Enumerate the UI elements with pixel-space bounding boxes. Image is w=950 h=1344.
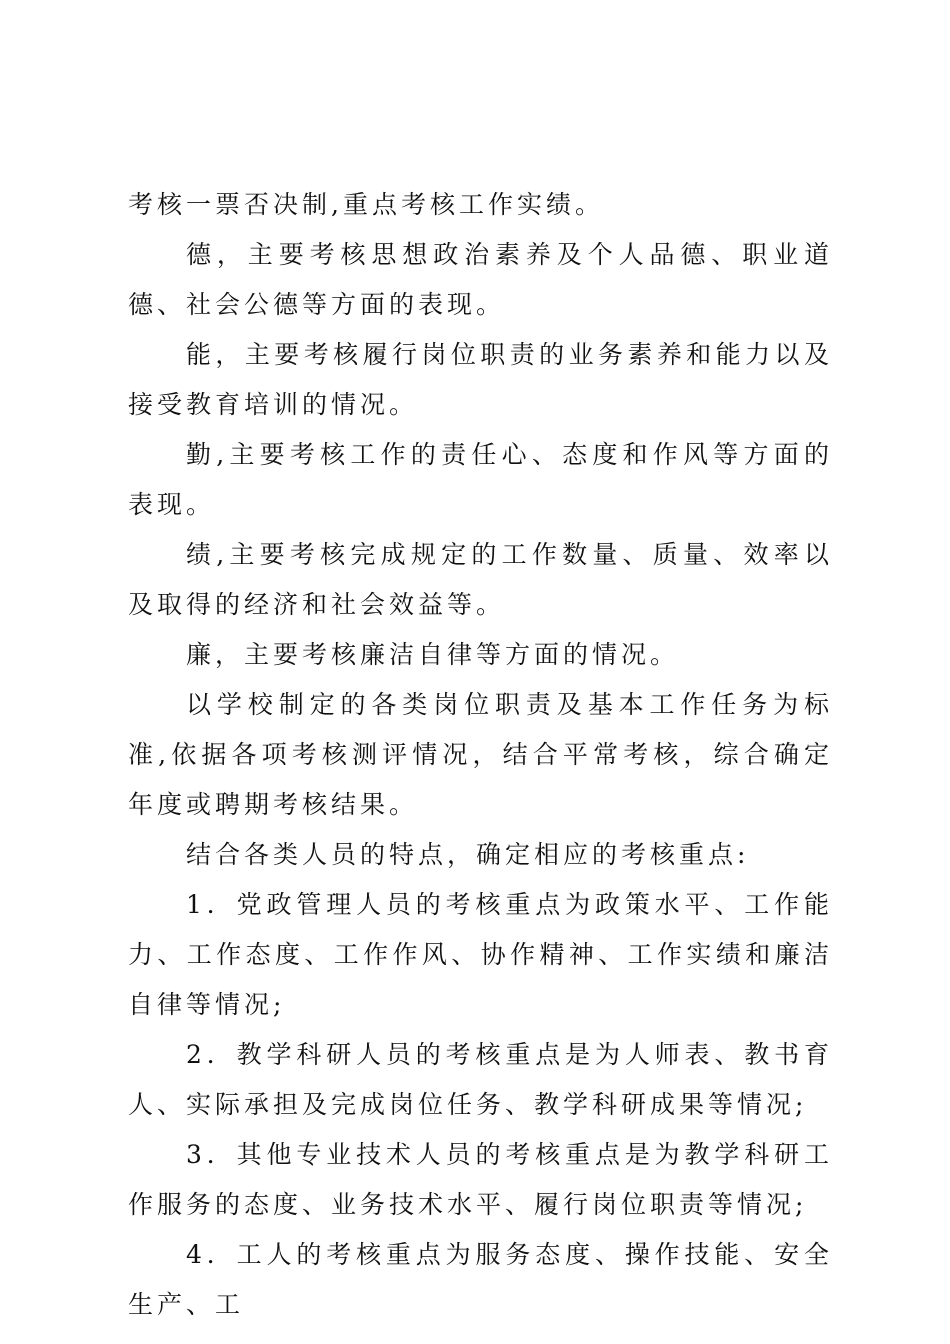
paragraph-focus-intro: 结合各类人员的特点，确定相应的考核重点: [186,840,750,869]
paragraph-diligence: 勤,主要考核工作的责任心、态度和作风等方面的表现。 [128,440,833,519]
paragraph-integrity: 廉，主要考核廉洁自律等方面的情况。 [186,640,680,669]
list-item-admin-staff: 1．党政管理人员的考核重点为政策水平、工作能力、工作态度、工作作风、协作精神、工作实绩和廉洁自律等情况; [128,890,833,1019]
document-body [128,180,833,1330]
paragraph-morality: 德，主要考核思想政治素养及个人品德、职业道德、社会公德等方面的表现。 [128,240,833,319]
paragraph-veto-rule: 考核一票否决制,重点考核工作实绩。 [128,190,604,219]
list-item-teaching-research-staff: 2．教学科研人员的考核重点是为人师表、教书育人、实际承担及完成岗位任务、教学科研成果等情况; [128,1040,833,1119]
paragraph-performance: 绩,主要考核完成规定的工作数量、质量、效率以及取得的经济和社会效益等。 [128,540,833,619]
list-item-technical-staff: 3．其他专业技术人员的考核重点是为教学科研工作服务的态度、业务技术水平、履行岗位职责等情况; [128,1140,833,1219]
list-item-workers: 4．工人的考核重点为服务态度、操作技能、安全生产、工 [128,1240,833,1319]
paragraph-evaluation-standard: 以学校制定的各类岗位职责及基本工作任务为标准,依据各项考核测评情况，结合平常考核，综合确定年度或聘期考核结果。 [128,690,833,819]
paragraph-ability: 能，主要考核履行岗位职责的业务素养和能力以及接受教育培训的情况。 [128,340,833,419]
